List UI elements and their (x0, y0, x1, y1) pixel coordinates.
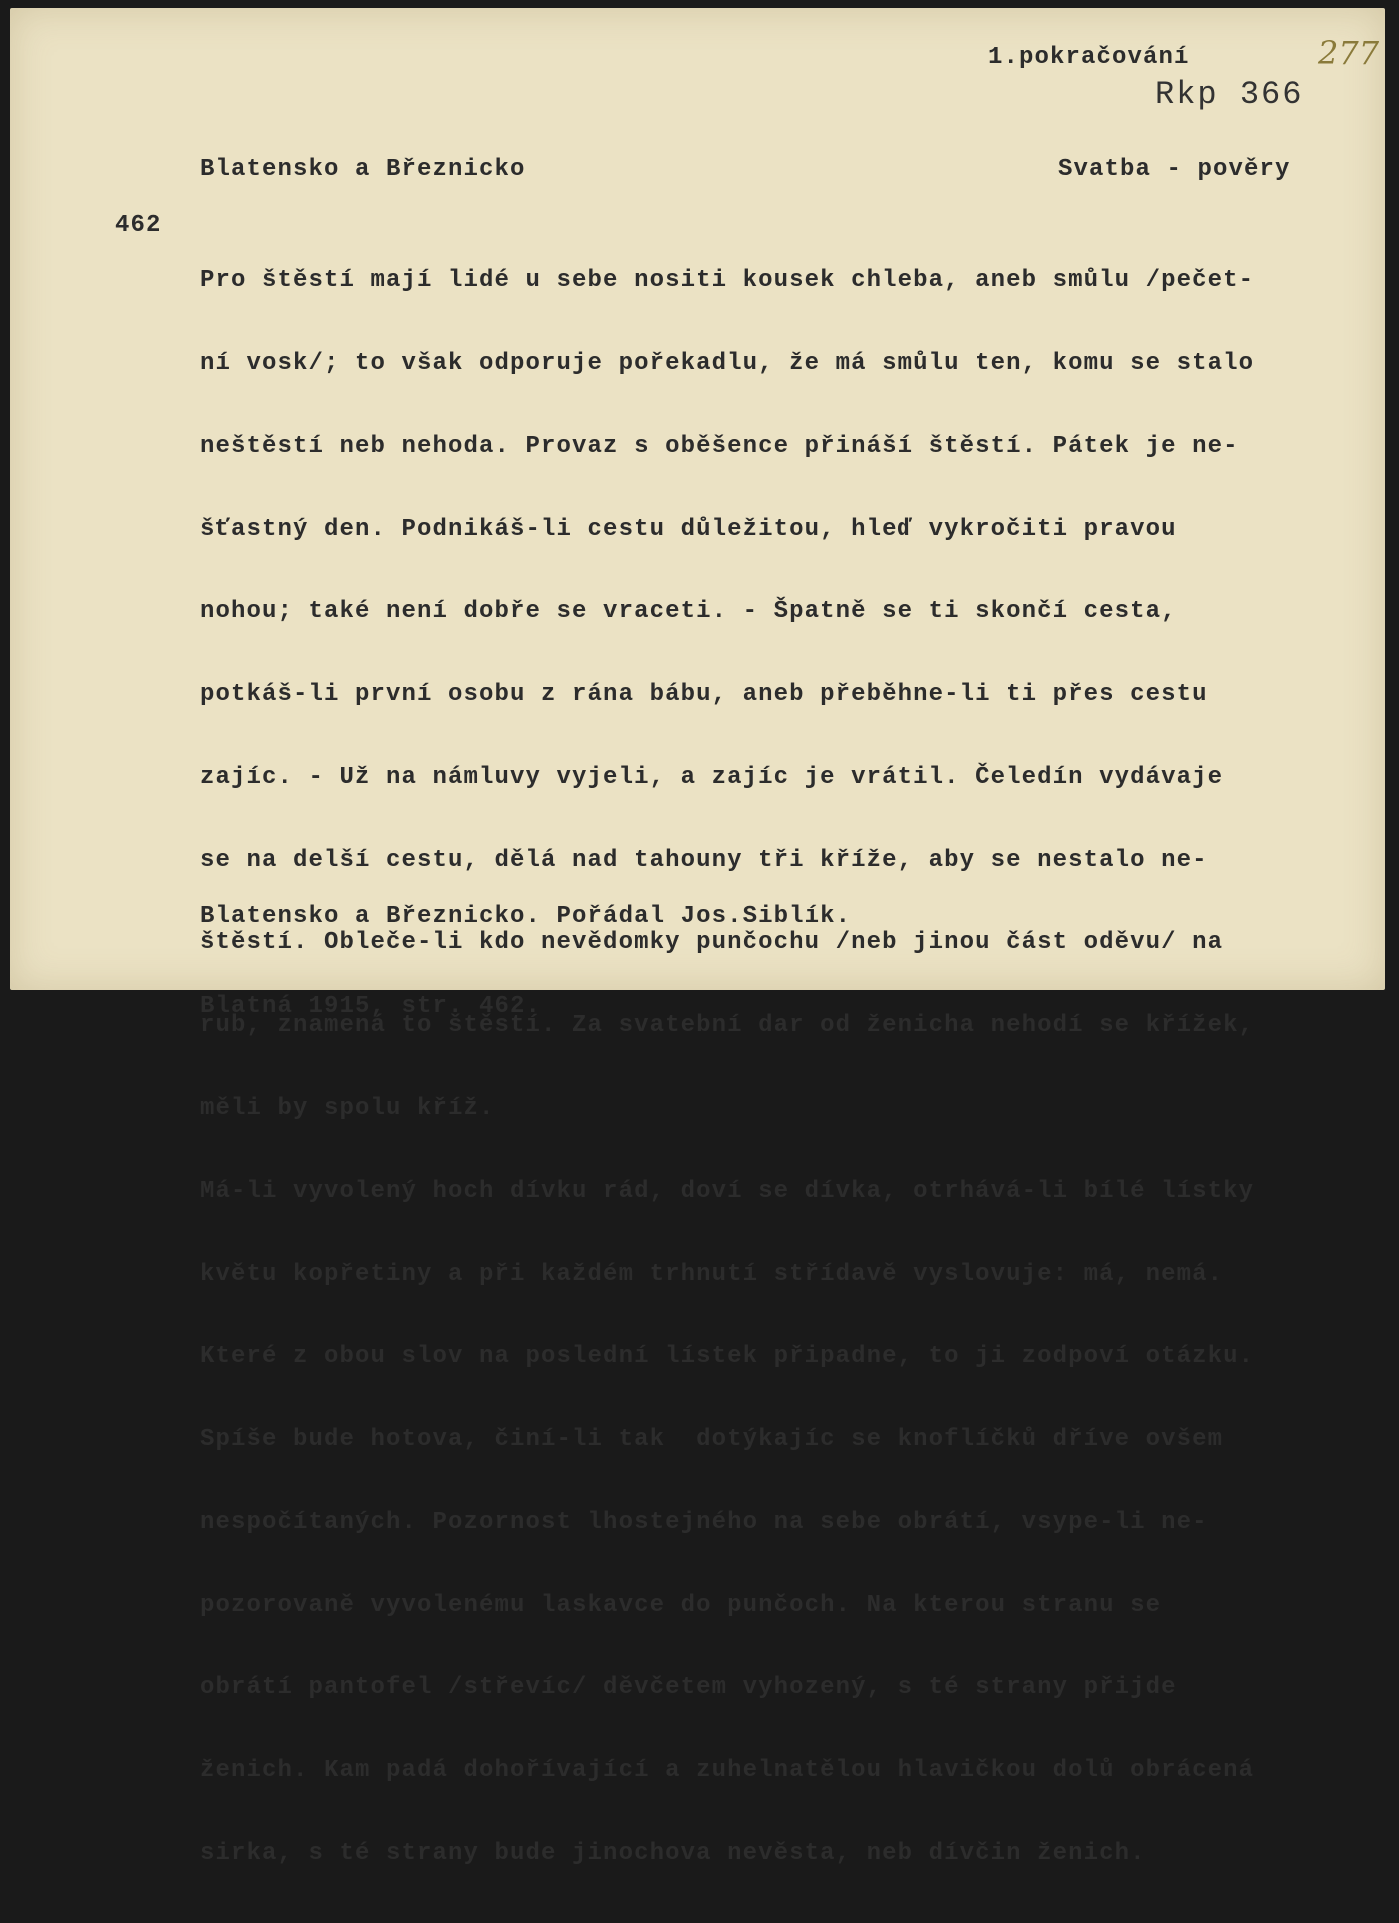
entry-number: 462 (115, 212, 162, 239)
index-card (10, 8, 1385, 1868)
handwritten-number: 277 (1318, 34, 1380, 72)
body-line: potkáš-li první osobu z rána bábu, aneb přeběhne-li ti přes cestu (200, 681, 1208, 709)
body-line: ženich. Kam padá dohořívající a zuhelnatělou hlavičkou dolů obrácená (200, 1757, 1255, 1785)
body-line: neštěstí neb nehoda. Provaz s oběšence přináší štěstí. Pátek je ne- (200, 432, 1239, 460)
body-line: měli by spolu kříž. (200, 1095, 495, 1122)
body-line: Spíše bude hotova, činí-li tak dotýkajíc se knoflíčků dříve ovšem (200, 1426, 1224, 1454)
body-line: ní vosk/; to však odporuje pořekadlu, že má smůlu ten, komu se stalo (200, 349, 1255, 377)
body-line: Pro štěstí mají lidé u sebe nositi kousek chleba, aneb smůlu /pečet- (200, 267, 1255, 295)
body-line: sirka, s té strany bude jinochova nevěsta, neb dívčin ženich. (200, 1840, 1146, 1868)
body-line: štěstí. Obleče-li kdo nevědomky punčochu /neb jinou část oděvu/ na (200, 929, 1224, 957)
body-line: Které z obou slov na poslední lístek připadne, to ji zodpoví otázku. (200, 1343, 1255, 1371)
body-line: se na delší cestu, dělá nad tahouny tři kříže, aby se nestalo ne- (200, 846, 1208, 874)
body-line: nohou; také není dobře se vraceti. - Špatně se ti skončí cesta, (200, 598, 1177, 626)
body-line: květu kopřetiny a při každém trhnutí střídavě vyslovuje: má, nemá. (200, 1260, 1224, 1288)
source-line: Blatensko a Březnicko. Pořádal Jos.Siblík. (200, 903, 852, 930)
topic-heading: Svatba - pověry (1058, 156, 1291, 183)
body-line: obrátí pantofel /střevíc/ děvčetem vyhozený, s té strany přijde (200, 1674, 1177, 1702)
continuation-label: 1.pokračování (988, 44, 1190, 71)
source-line: Blatná 1915, str. 462. (200, 993, 542, 1020)
body-line: nespočítaných. Pozornost lhostejného na sebe obrátí, vsype-li ne- (200, 1508, 1208, 1536)
manuscript-reference: Rkp 366 (1155, 76, 1304, 113)
region-heading: Blatensko a Březnicko (200, 156, 526, 183)
body-line: pozorovaně vyvolenému laskavce do punčoch. Na kterou stranu se (200, 1591, 1162, 1619)
body-line: šťastný den. Podnikáš-li cestu důležitou, hleď vykročiti pravou (200, 515, 1177, 543)
body-line: Má-li vyvolený hoch dívku rád, doví se dívka, otrhává-li bílé lístky (200, 1177, 1255, 1205)
body-line: zajíc. - Už na námluvy vyjeli, a zajíc je vrátil. Čeledín vydávaje (200, 763, 1224, 791)
body-line: rub, znamená to štěstí. Za svatební dar od ženicha nehodí se křížek, (200, 1012, 1255, 1040)
source-citation (200, 842, 851, 1082)
